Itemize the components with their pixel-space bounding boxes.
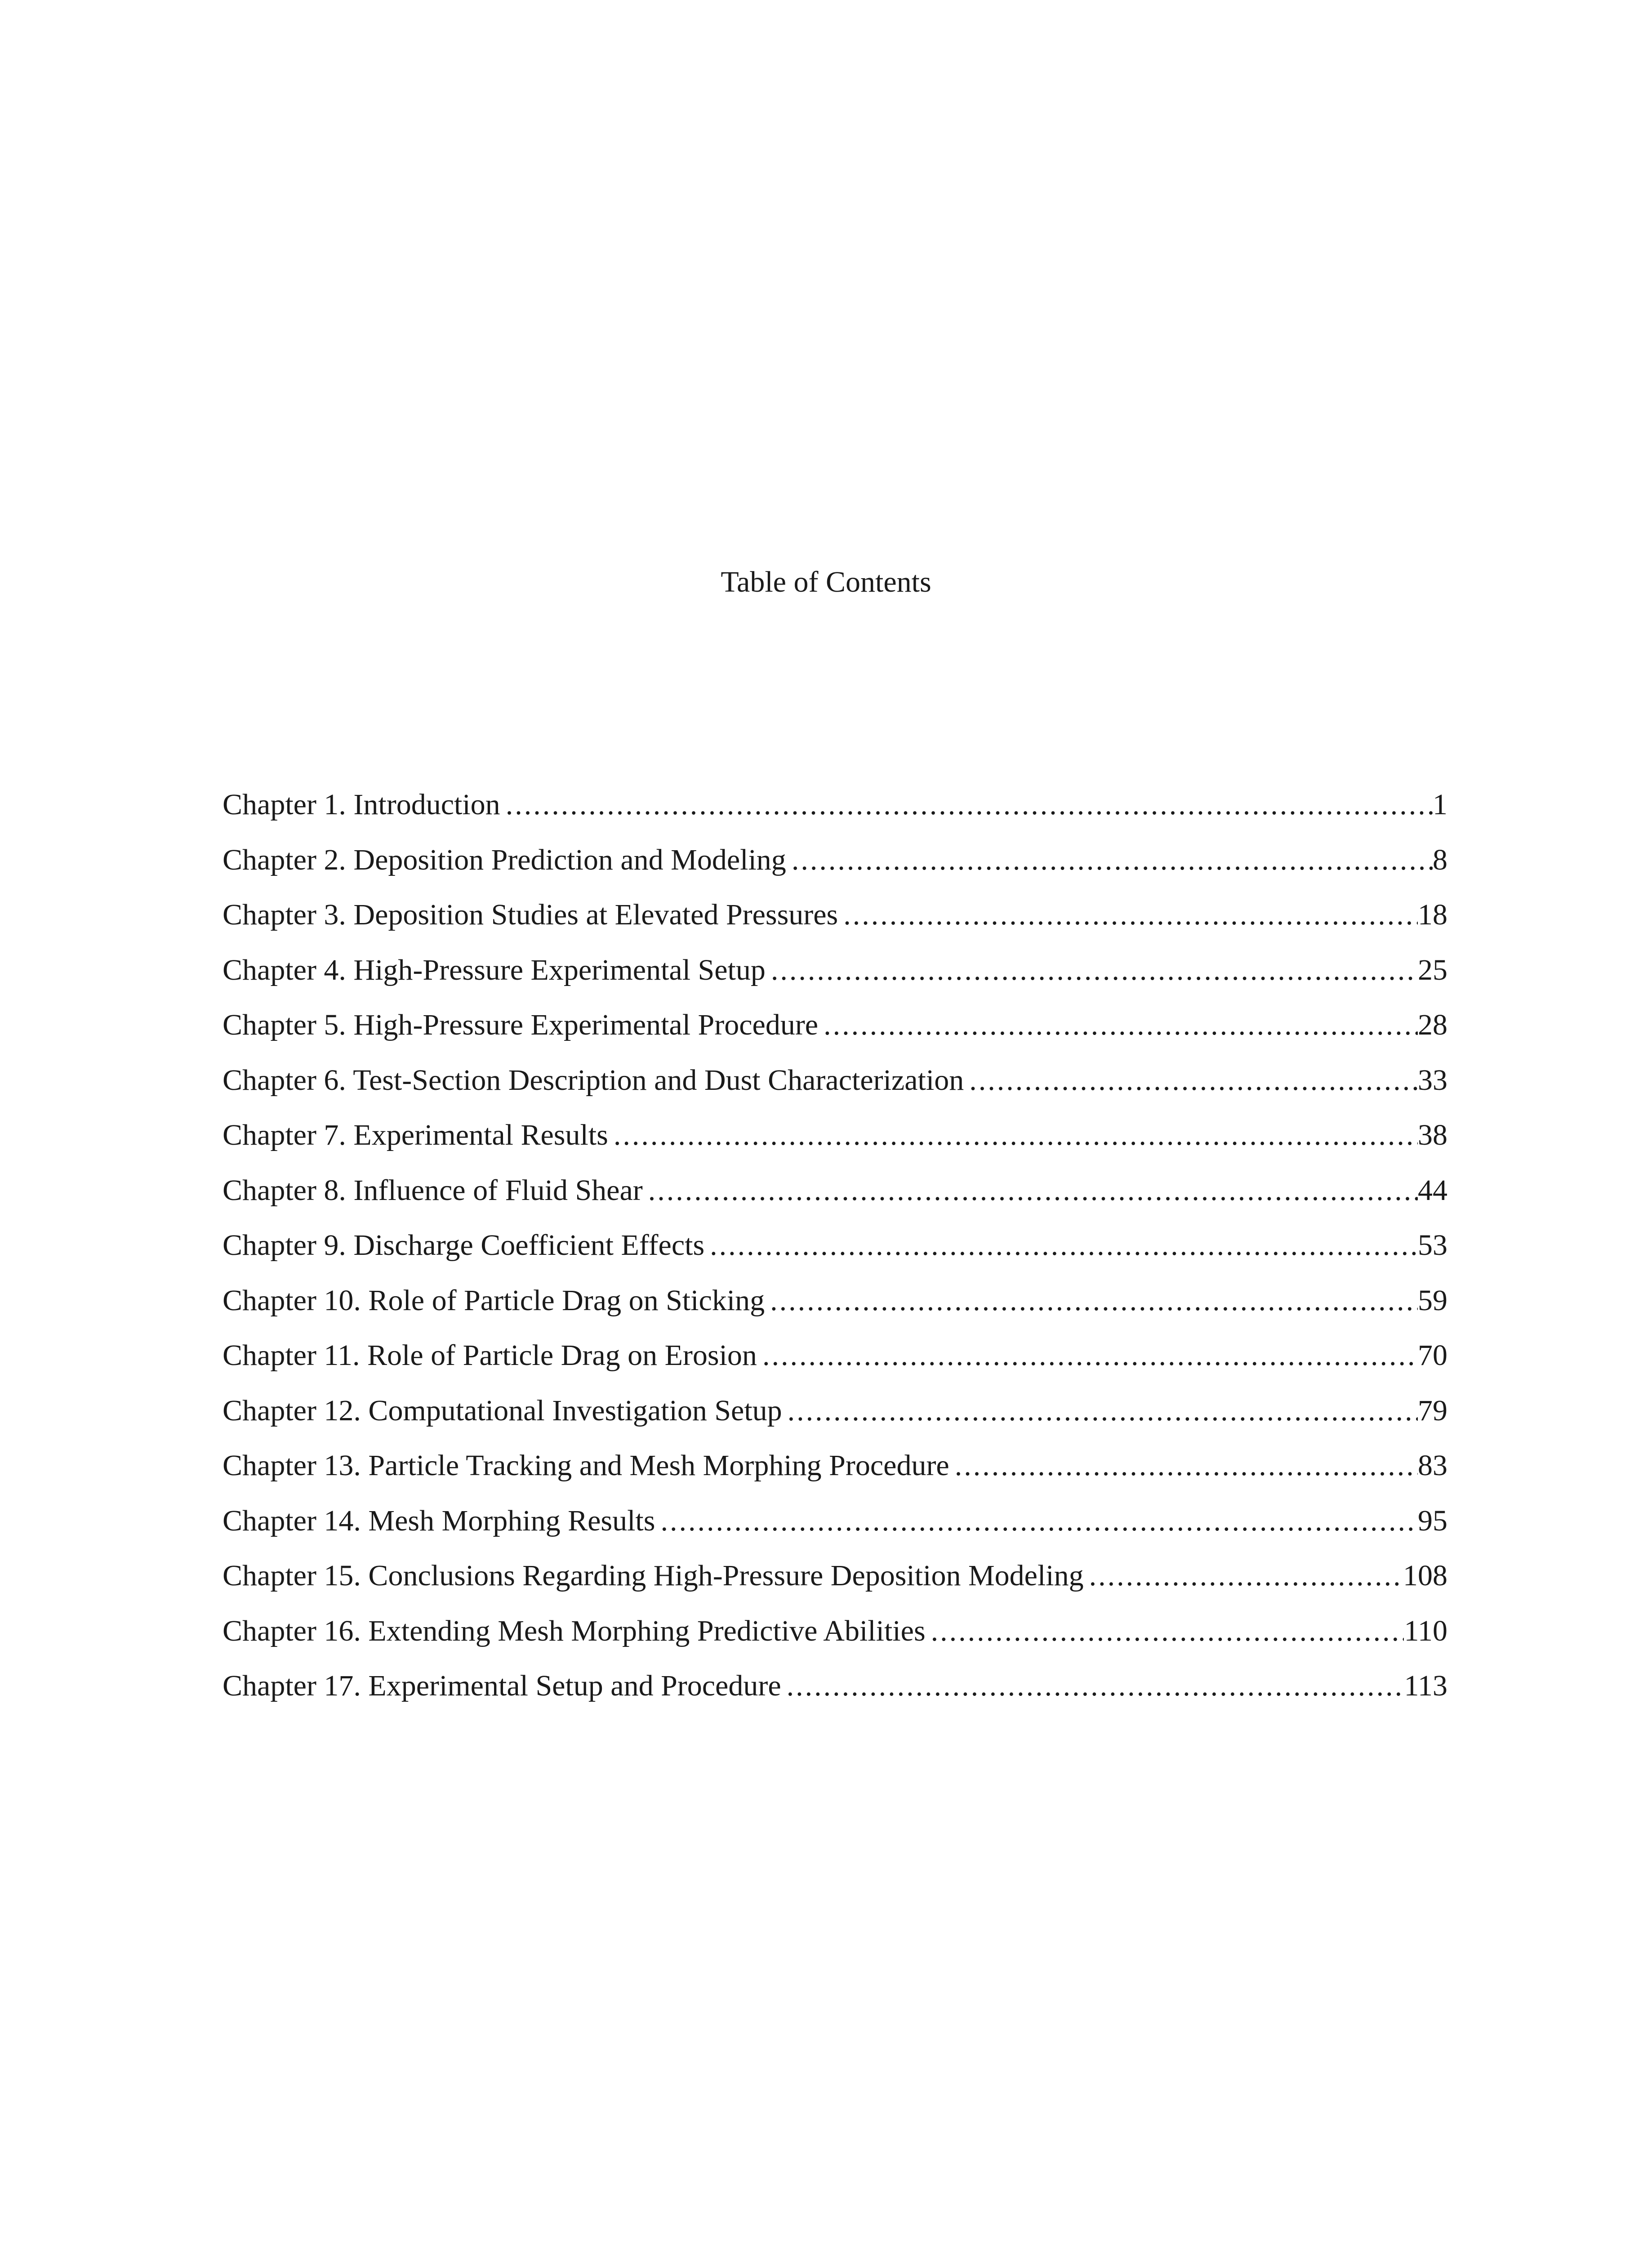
toc-entry-chapter-17[interactable] [223, 1668, 1447, 1723]
toc-entry-page: 1 [1433, 788, 1447, 821]
toc-entry-chapter-13[interactable] [223, 1448, 1447, 1503]
toc-leader-dots [608, 1117, 1418, 1153]
toc-entry-page: 25 [1418, 953, 1447, 986]
toc-entry-chapter-2[interactable] [223, 842, 1447, 897]
toc-entry-chapter-4[interactable] [223, 952, 1447, 1008]
toc-entry-chapter-10[interactable] [223, 1283, 1447, 1338]
toc-entry-chapter-1[interactable] [223, 787, 1447, 842]
toc-leader-dots [818, 1007, 1418, 1043]
toc-entry-chapter-7[interactable] [223, 1117, 1447, 1173]
toc-entry-label: Chapter 17. Experimental Setup and Procedure [223, 1669, 781, 1702]
page-title: Table of Contents [721, 566, 931, 598]
toc-entry-chapter-15[interactable] [223, 1558, 1447, 1613]
toc-entry-label: Chapter 6. Test-Section Description and Dust Characterization [223, 1063, 964, 1097]
toc-entry-page: 33 [1418, 1063, 1447, 1097]
toc-entry-label: Chapter 4. High-Pressure Experimental Setup [223, 953, 766, 986]
toc-entry-label: Chapter 9. Discharge Coefficient Effects [223, 1229, 705, 1262]
toc-entry-page: 95 [1418, 1504, 1447, 1537]
toc-entry-label: Chapter 8. Influence of Fluid Shear [223, 1173, 643, 1207]
toc-leader-dots [500, 787, 1433, 823]
toc-entry-label: Chapter 13. Particle Tracking and Mesh Morphing Procedure [223, 1449, 949, 1482]
toc-leader-dots [766, 952, 1418, 988]
toc-entry-chapter-14[interactable] [223, 1503, 1447, 1558]
toc-entry-label: Chapter 14. Mesh Morphing Results [223, 1504, 655, 1537]
toc-entry-page: 28 [1418, 1008, 1447, 1041]
toc-entry-page: 110 [1404, 1614, 1447, 1647]
toc-entry-page: 59 [1418, 1284, 1447, 1317]
toc-leader-dots [782, 1393, 1418, 1429]
toc-entry-label: Chapter 3. Deposition Studies at Elevated Pressures [223, 898, 838, 931]
toc-entry-label: Chapter 12. Computational Investigation Setup [223, 1394, 782, 1427]
toc-entry-page: 53 [1418, 1229, 1447, 1262]
toc-leader-dots [926, 1613, 1404, 1649]
toc-leader-dots [949, 1448, 1418, 1484]
toc-leader-dots [1084, 1558, 1403, 1594]
toc-entry-label: Chapter 10. Role of Particle Drag on Sticking [223, 1284, 765, 1317]
toc-entry-label: Chapter 11. Role of Particle Drag on Erosion [223, 1339, 757, 1372]
toc-leader-dots [704, 1227, 1418, 1263]
toc-leader-dots [964, 1062, 1418, 1098]
toc-entry-chapter-6[interactable] [223, 1062, 1447, 1118]
toc-entry-chapter-5[interactable] [223, 1007, 1447, 1062]
toc-entry-page: 38 [1418, 1119, 1447, 1151]
toc-entry-chapter-9[interactable] [223, 1227, 1447, 1283]
toc-leader-dots [781, 1668, 1404, 1704]
toc-entry-chapter-16[interactable] [223, 1613, 1447, 1668]
toc-entry-page: 18 [1418, 898, 1447, 931]
toc-entry-page: 83 [1418, 1449, 1447, 1482]
toc-entry-page: 70 [1418, 1339, 1447, 1372]
toc-entry-label: Chapter 1. Introduction [223, 788, 500, 821]
toc-entry-label: Chapter 2. Deposition Prediction and Modeling [223, 843, 786, 876]
toc-leader-dots [786, 842, 1433, 878]
toc-entry-label: Chapter 16. Extending Mesh Morphing Predictive Abilities [223, 1614, 926, 1647]
toc-entry-page: 113 [1404, 1669, 1447, 1702]
toc-entry-chapter-3[interactable] [223, 897, 1447, 952]
toc-leader-dots [643, 1173, 1418, 1209]
toc-entry-page: 44 [1418, 1173, 1447, 1207]
toc-entry-chapter-11[interactable] [223, 1338, 1447, 1393]
toc-entry-page: 79 [1418, 1394, 1447, 1427]
toc-entry-page: 8 [1433, 843, 1447, 876]
toc-leader-dots [765, 1283, 1418, 1319]
toc-entry-label: Chapter 15. Conclusions Regarding High-Pressure Deposition Modeling [223, 1559, 1084, 1592]
toc-entry-chapter-12[interactable] [223, 1393, 1447, 1448]
toc-leader-dots [655, 1503, 1418, 1539]
toc-entry-label: Chapter 7. Experimental Results [223, 1119, 608, 1151]
toc-leader-dots [838, 897, 1418, 933]
toc-entry-chapter-8[interactable] [223, 1173, 1447, 1228]
toc-list [223, 787, 1447, 1723]
toc-entry-label: Chapter 5. High-Pressure Experimental Procedure [223, 1008, 819, 1041]
toc-leader-dots [757, 1338, 1418, 1374]
toc-entry-page: 108 [1403, 1559, 1447, 1592]
